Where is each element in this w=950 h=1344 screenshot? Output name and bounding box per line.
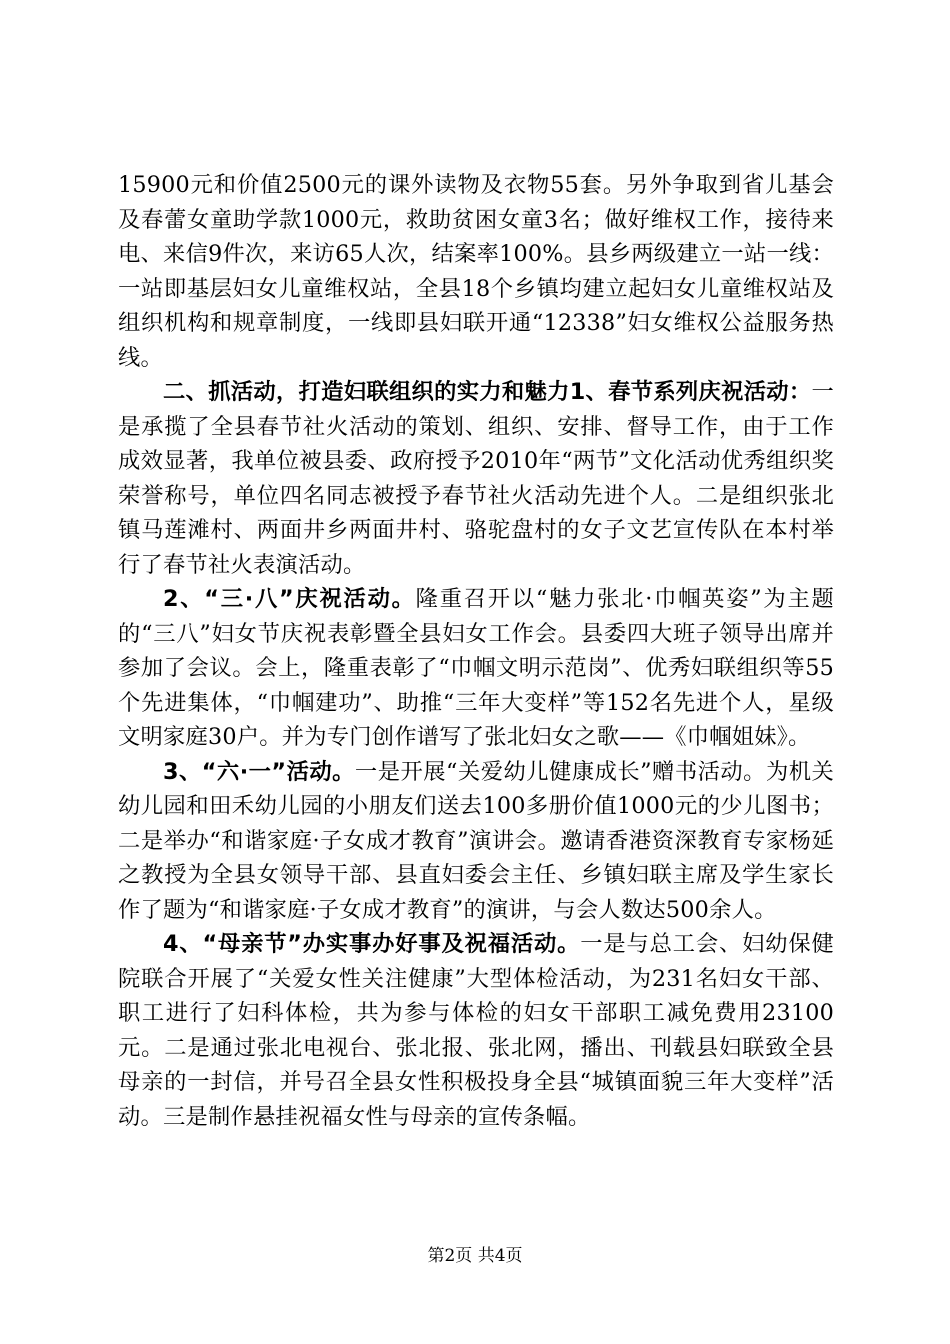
paragraph-children-day	[118, 755, 834, 928]
item-heading: 2、“三·八”庆祝活动。	[163, 586, 416, 612]
paragraph-mothers-day	[118, 927, 834, 1134]
paragraph-women-day	[118, 582, 834, 755]
page-footer	[0, 1245, 950, 1267]
document-body	[118, 168, 834, 1134]
paragraph-text: 一是开展“关爱幼儿健康成长”赠书活动。为机关幼儿园和田禾幼儿园的小朋友们送去100多册价值1000元的少儿图书；二是举办“和谐家庭·子女成才教育”演讲会。邀请香港资深教育专家杨延之教授为全县女领导干部、县直妇委会主任、乡镇妇联主席及学生家长作了题为“和谐家庭·子女成才教育”的演讲，与会人数达500余人。	[118, 758, 835, 923]
paragraph-continuation	[118, 168, 834, 375]
paragraph-section-two	[118, 375, 834, 582]
item-heading: 4、“母亲节”办实事办好事及祝福活动。	[163, 931, 581, 957]
paragraph-text: 15900元和价值2500元的课外读物及衣物55套。另外争取到省儿基会及春蕾女童助学款1000元，救助贫困女童3名；做好维权工作，接待来电、来信9件次，来访65人次，结案率100%。县乡两级建立一站一线：一站即基层妇女儿童维权站，全县18个乡镇均建立起妇女儿童维权站及组织机构和规章制度，一线即县妇联开通“12338”妇女维权公益服务热线。	[118, 172, 834, 371]
paragraph-text: 一是与总工会、妇幼保健院联合开展了“关爱女性关注健康”大型体检活动，为231名妇女干部、职工进行了妇科体检，共为参与体检的妇女干部职工减免费用23100元。二是通过张北电视台、张北报、张北网，播出、刊载县妇联致全县母亲的一封信，并号召全县女性积极投身全县“城镇面貌三年大变样”活动。三是制作悬挂祝福女性与母亲的宣传条幅。	[118, 931, 835, 1130]
section-heading: 二、抓活动，打造妇联组织的实力和魅力1、春节系列庆祝活动：	[163, 379, 812, 405]
page-number: 第2页 共4页	[427, 1246, 523, 1266]
paragraph-text: 一是承揽了全县春节社火活动的策划、组织、安排、督导工作，由于工作成效显著，我单位被县委、政府授予2010年“两节”文化活动优秀组织奖荣誉称号，单位四名同志被授予春节社火活动先进个人。二是组织张北镇马莲滩村、两面井乡两面井村、骆驼盘村的女子文艺宣传队在本村举行了春节社火表演活动。	[118, 379, 834, 578]
paragraph-text: 隆重召开以“魅力张北·巾帼英姿”为主题的“三八”妇女节庆祝表彰暨全县妇女工作会。县委四大班子领导出席并参加了会议。会上，隆重表彰了“巾帼文明示范岗”、优秀妇联组织等55个先进集体，“巾帼建功”、助推“三年大变样”等152名先进个人，星级文明家庭30户。并为专门创作谱写了张北妇女之歌——《巾帼姐妹》。	[118, 586, 834, 750]
item-heading: 3、“六·一”活动。	[163, 758, 355, 785]
